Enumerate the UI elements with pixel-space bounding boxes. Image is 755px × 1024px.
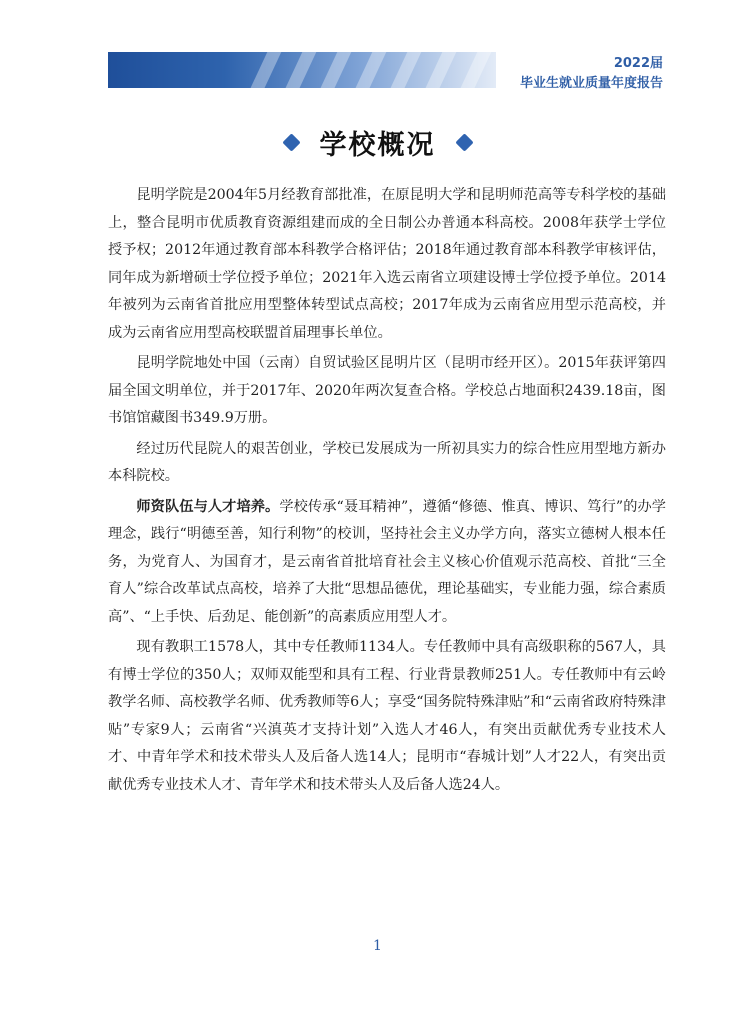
page-number: 1 — [373, 938, 382, 954]
page-title: 学校概况 — [319, 129, 436, 161]
title-row — [0, 122, 755, 162]
paragraph-development: 经过历代昆院人的艰苦创业，学校已发展成为一所初具实力的综合性应用型地方新办本科院校。 — [108, 440, 666, 484]
paragraph-staff: 现有教职工1578人，其中专任教师1134人。专任教师中具有高级职称的567人，具有博士学位的350人；双师双能型和具有工程、行业背景教师251人。专任教师中有云岭教学名师、高校教学名师、优秀教师等6人；享受“国务院特殊津贴”和“云南省政府特殊津贴”专家9人；云南省“兴滇英才支持计划”入选人才46人，有突出贡献优秀专业技术人才、中青年学术和技术带头人及后备人选14人；昆明市“春城计划”人才22人，有突出贡献优秀专业技术人才、青年学术和技术带头人及后备人选24人。 — [108, 639, 666, 793]
diamond-right-icon — [455, 133, 473, 151]
body-content — [108, 182, 666, 802]
paragraph-faculty-heading: 师资队伍与人才培养。 — [136, 498, 280, 515]
report-title: 毕业生就业质量年度报告 — [519, 76, 663, 91]
paragraph-intro: 昆明学院是2004年5月经教育部批准，在原昆明大学和昆明师范高等专科学校的基础上，整合昆明市优质教育资源组建而成的全日制公办普通本科高校。2008年获学士学位授予权；2012年通过教育部本科教学合格评估；2018年通过教育部本科教学审核评估，同年成为新增硕士学位授予单位；2021年入选云南省立项建设博士学位授予单位。2014年被列为云南省首批应用型整体转型试点高校；2017年成为云南省应用型示范高校，并成为云南省应用型高校联盟首届理事长单位。 — [108, 187, 666, 341]
report-year: 2022届 — [613, 56, 663, 71]
paragraph-faculty — [108, 494, 666, 632]
paragraph-location: 昆明学院地处中国（云南）自贸试验区昆明片区（昆明市经开区）。2015年获评第四届全国文明单位，并于2017年、2020年两次复查合格。学校总占地面积2439.18亩，图书馆馆藏图书349.9万册。 — [108, 355, 666, 426]
header-banner — [108, 52, 496, 88]
diamond-left-icon — [282, 133, 300, 151]
paragraph-faculty-body: 学校传承“聂耳精神”，遵循“修德、惟真、博识、笃行”的办学理念，践行“明德至善，知行利物”的校训，坚持社会主义办学方向，落实立德树人根本任务，为党育人、为国育才，是云南省首批培育社会主义核心价值观示范高校、首批“三全育人”综合改革试点高校，培养了大批“思想品德优，理论基础实，专业能力强，综合素质高”、“上手快、后劲足、能创新”的高素质应用型人才。 — [108, 498, 666, 625]
